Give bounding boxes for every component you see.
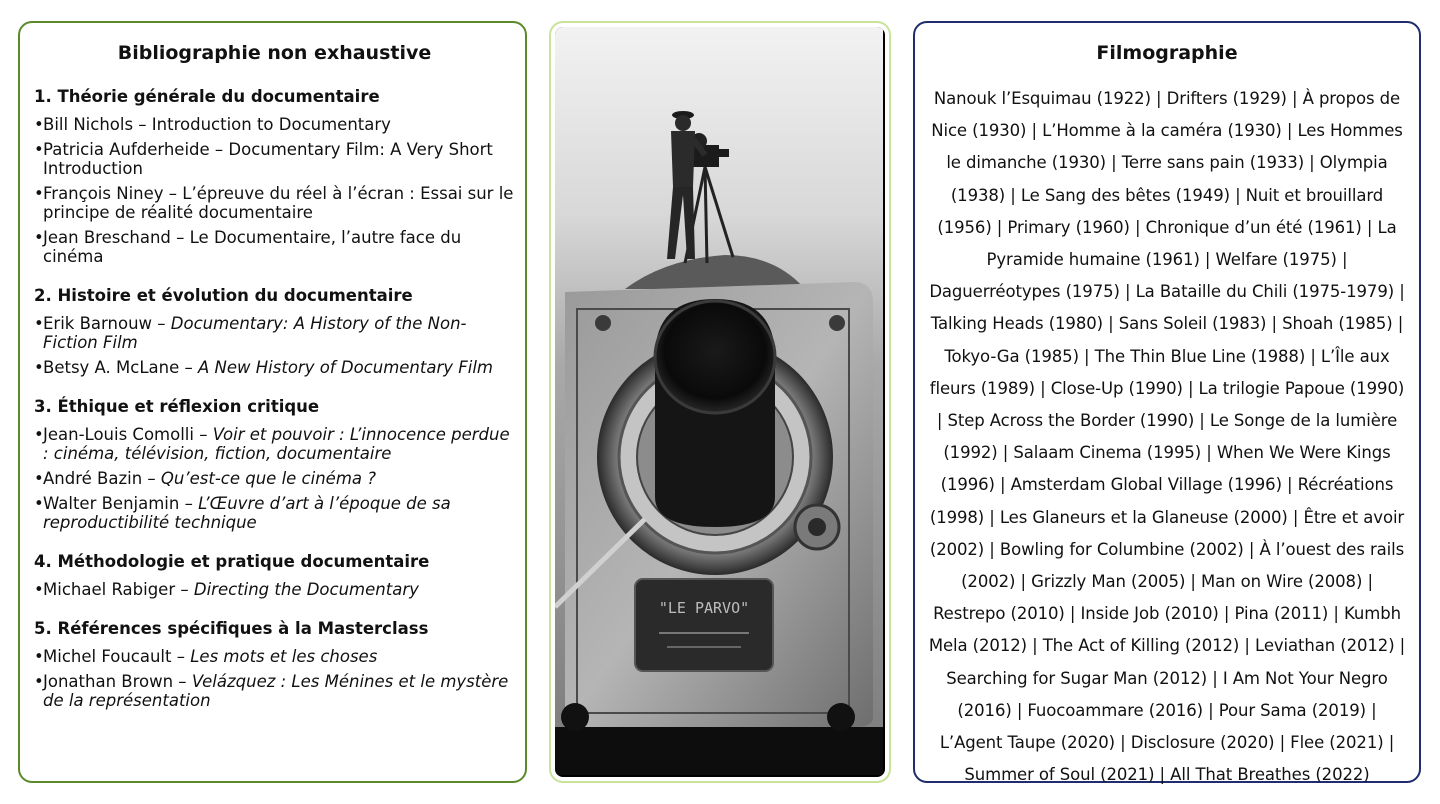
entry-work: Velázquez : Les Ménines et le mystère de la représentation bbox=[43, 672, 509, 710]
entry-author: Bill Nichols – bbox=[43, 115, 152, 134]
entry-author: Michel Foucault – bbox=[43, 647, 191, 666]
bullet-icon: • bbox=[34, 314, 44, 333]
entry-author: François Niney – bbox=[43, 184, 183, 203]
entry-work: L’Œuvre d’art à l’époque de sa reproductibilité technique bbox=[43, 494, 451, 532]
entry-work: Le Documentaire, l’autre face du cinéma bbox=[43, 228, 462, 266]
entry-author: Patricia Aufderheide – bbox=[43, 140, 229, 159]
section-title: 1. Théorie générale du documentaire bbox=[34, 87, 380, 106]
filmography-title: Filmographie bbox=[1096, 42, 1238, 64]
bibliography-entry bbox=[34, 358, 515, 377]
entry-author: Jean-Louis Comolli – bbox=[43, 425, 213, 444]
filmography-panel bbox=[913, 21, 1421, 783]
bibliography-entry bbox=[34, 314, 515, 352]
entry-work: Voir et pouvoir : L’innocence perdue : cinéma, télévision, fiction, documentaire bbox=[43, 425, 510, 463]
bibliography-entry bbox=[34, 580, 515, 599]
entry-author: Jonathan Brown – bbox=[43, 672, 192, 691]
bibliography-entry bbox=[34, 425, 515, 463]
bibliography-entry bbox=[34, 494, 515, 532]
bibliography-panel bbox=[18, 21, 527, 783]
section-title: 2. Histoire et évolution du documentaire bbox=[34, 286, 413, 305]
cameraman-photo bbox=[555, 27, 885, 777]
bullet-icon: • bbox=[34, 140, 44, 159]
entry-work: Directing the Documentary bbox=[193, 580, 419, 599]
bullet-icon: • bbox=[34, 494, 44, 513]
bibliography-title: Bibliographie non exhaustive bbox=[117, 42, 432, 64]
bullet-icon: • bbox=[34, 228, 44, 247]
entry-work: Les mots et les choses bbox=[190, 647, 378, 666]
bullet-icon: • bbox=[34, 672, 44, 691]
bibliography-section bbox=[34, 83, 515, 266]
cameraman-on-camera-icon bbox=[555, 27, 883, 775]
bibliography-sections bbox=[34, 83, 515, 710]
bibliography-entry bbox=[34, 184, 515, 222]
bibliography-section bbox=[34, 393, 515, 532]
entry-work: Documentary Film: A Very Short Introduction bbox=[43, 140, 493, 178]
entry-author: Jean Breschand – bbox=[43, 228, 190, 247]
entry-author: Betsy A. McLane – bbox=[43, 358, 198, 377]
bullet-icon: • bbox=[34, 425, 44, 444]
bullet-icon: • bbox=[34, 115, 44, 134]
bibliography-entry bbox=[34, 115, 515, 134]
bullet-icon: • bbox=[34, 580, 44, 599]
bullet-icon: • bbox=[34, 469, 44, 488]
entry-author: André Bazin – bbox=[43, 469, 161, 488]
entry-work: Documentary: A History of the Non-Fiction Film bbox=[43, 314, 467, 352]
filmography-list: Nanouk l’Esquimau (1922) | Drifters (1929) | À propos de Nice (1930) | L’Homme à la caméra (1930) | Les Hommes le dimanche (1930) | Terre sans pain (1933) | Olympia (1938) | Le Sang des bêtes (1949) | Nuit et brouillard (1956) | Primary (1960) | Chronique d’un été (1961) | La Pyramide humaine (1961) | Welfare (1975) | Daguerréotypes (1975) | La Bataille du Chili (1975-1979) | Talking Heads (1980) | Sans Soleil (1983) | Shoah (1985) | Tokyo-Ga (1985) | The Thin Blue Line (1988) | L’Île aux fleurs (1989) | Close-Up (1990) | La trilogie Papoue (1990) | Step Across the Border (1990) | Le Songe de la lumière (1992) | Salaam Cinema (1995) | When We Were Kings (1996) | Amsterdam Global Village (1996) | Récréations (1998) | Les Glaneurs et la Glaneuse (2000) | Être et avoir (2002) | Bowling for Columbine (2002) | À l’ouest des rails (2002) | Grizzly Man (2005) | Man on Wire (2008) | Restrepo (2010) | Inside Job (2010) | Pina (2011) | Kumbh Mela (2012) | The Act of Killing (2012) | Leviathan (2012) | Searching for Sugar Man (2012) | I Am Not Your Negro (2016) | Fuocoammare (2016) | Pour Sama (2019) | L’Agent Taupe (2020) | Disclosure (2020) | Flee (2021) | Summer of Soul (2021) | All That Breathes (2022) bbox=[928, 89, 1406, 785]
bullet-icon: • bbox=[34, 184, 44, 203]
section-title: 3. Éthique et réflexion critique bbox=[34, 397, 320, 416]
section-title: 4. Méthodologie et pratique documentaire bbox=[34, 552, 430, 571]
entry-work: Introduction to Documentary bbox=[151, 115, 391, 134]
bibliography-entry bbox=[34, 672, 515, 710]
bibliography-entry bbox=[34, 647, 515, 666]
bibliography-section bbox=[34, 548, 515, 599]
photo-panel bbox=[549, 21, 891, 783]
bullet-icon: • bbox=[34, 647, 44, 666]
entry-author: Erik Barnouw – bbox=[43, 314, 171, 333]
bullet-icon: • bbox=[34, 358, 44, 377]
bibliography-section bbox=[34, 282, 515, 377]
entry-work: L’épreuve du réel à l’écran : Essai sur le principe de réalité documentaire bbox=[43, 184, 514, 222]
bibliography-entry bbox=[34, 228, 515, 266]
entry-work: A New History of Documentary Film bbox=[198, 358, 493, 377]
section-title: 5. Références spécifiques à la Masterclass bbox=[34, 619, 429, 638]
entry-work: Qu’est-ce que le cinéma ? bbox=[160, 469, 377, 488]
bibliography-entry bbox=[34, 469, 515, 488]
entry-author: Michael Rabiger – bbox=[43, 580, 194, 599]
bibliography-entry bbox=[34, 140, 515, 178]
bibliography-section bbox=[34, 615, 515, 710]
entry-author: Walter Benjamin – bbox=[43, 494, 199, 513]
plate-label: "LE PARVO" bbox=[658, 599, 750, 617]
